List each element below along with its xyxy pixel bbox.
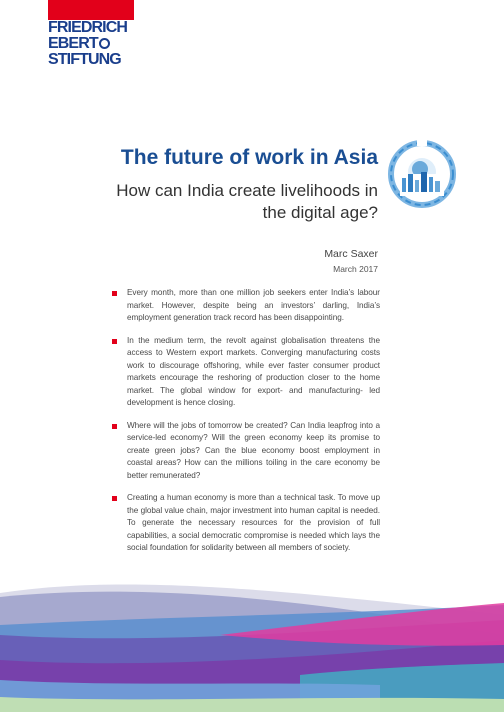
bullet-square-icon: [112, 339, 117, 344]
bullet-item: [112, 420, 380, 483]
brand-red-tab: [48, 0, 134, 20]
author-name: Marc Saxer: [324, 248, 378, 260]
fes-logo: [48, 20, 138, 74]
page-subtitle: How can India create livelihoods in the digital age?: [116, 181, 378, 222]
bullet-text: Creating a human economy is more than a technical task. To move up the global value chain, major investment into human capital is needed. To generate the necessary resources for the provision of full capabilities, a social democratic compromise is needed which lays the social foundation for solidarity between all members of society.: [127, 493, 380, 552]
summary-bullet-list: [112, 287, 380, 565]
bullet-item: [112, 335, 380, 410]
bullet-text: In the medium term, the revolt against globalisation threatens the access to Western export markets. Converging manufacturing costs work to discourage offshoring, while ever faster consumer product markets encourage the reshoring of production closer to the home market. The global window for export- and manufacturing- led development is hence closing.: [127, 335, 380, 407]
publication-date: March 2017: [333, 264, 378, 274]
bullet-item: [112, 492, 380, 555]
logo-line-2: EBERT: [48, 36, 138, 52]
bullet-square-icon: [112, 424, 117, 429]
globe-icon: [99, 38, 110, 49]
logo-line-3: STIFTUNG: [48, 51, 121, 68]
bullet-text: Where will the jobs of tomorrow be created? Can India leapfrog into a service-led economy? Will the green economy keep its promise to create green jobs? Can the blue economy boost employment in coastal areas? How can the millions toiling in the care economy be better remunerated?: [127, 420, 380, 480]
bullet-item: [112, 287, 380, 325]
decorative-wave-bands: [0, 575, 504, 712]
bullet-square-icon: [112, 291, 117, 296]
bullet-text: Every month, more than one million job seekers enter India’s labour market. However, despite being an investors’ darling, India’s employment generation track record has been disappointing.: [127, 288, 380, 322]
bullet-square-icon: [112, 496, 117, 501]
city-emblem-icon: [386, 138, 458, 210]
logo-line-1: FRIEDRICH: [48, 19, 128, 36]
page-title: The future of work in Asia: [120, 146, 378, 169]
